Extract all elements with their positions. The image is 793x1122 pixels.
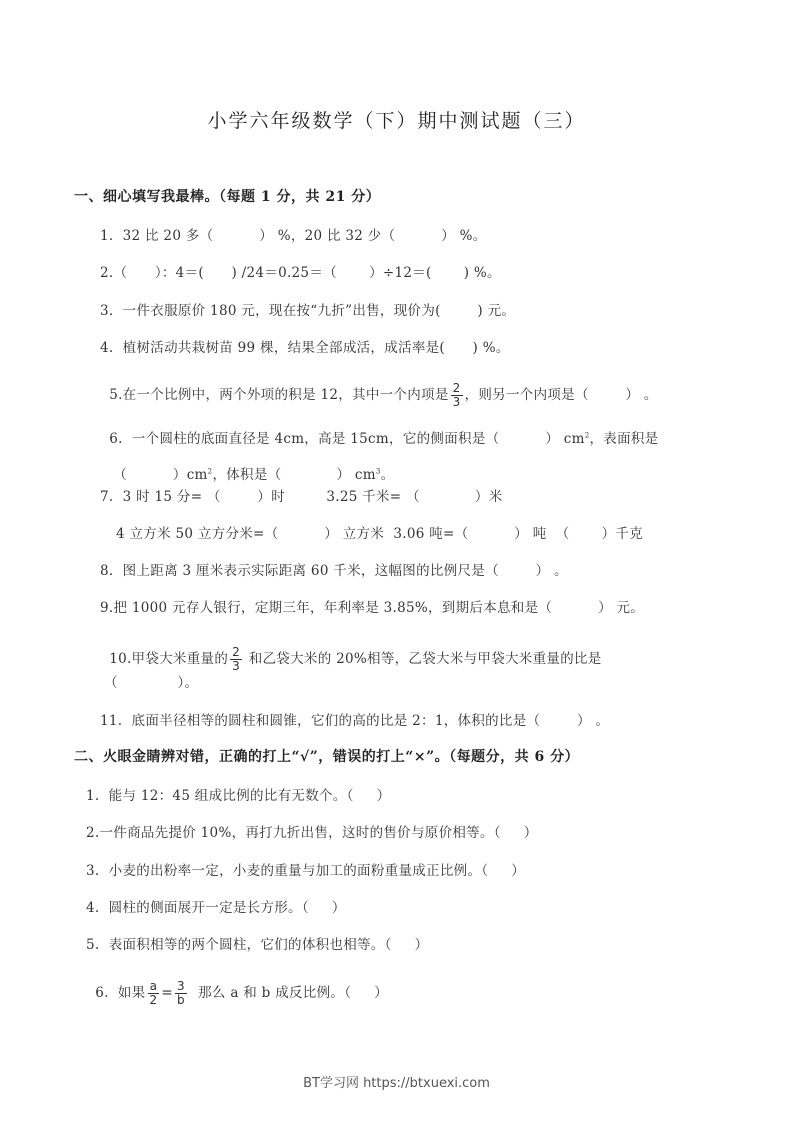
question-2-6: 6. 如果 $\frac{a}{2}$ = $\frac{3}{b}$ 那么 a 和 b 成反比例。（ ）: [95, 979, 388, 1007]
fraction: $\frac{3}{b}$: [177, 979, 185, 1007]
question-1-3: 3. 一件衣服原价 180 元，现在按“九折”出售，现价为( ) 元。: [100, 303, 516, 319]
fraction: $\frac{2}{3}$: [452, 381, 461, 409]
question-text: 5.在一个比例中，两个外项的积是 12，其中一个内项是: [109, 387, 449, 403]
question-text: ，则另一个内项是（ ） 。: [464, 387, 658, 403]
question-1-7-line1: 7. 3 时 15 分= （ ）时 3.25 千米= （ ）米: [100, 489, 503, 505]
question-2-2: 2.一件商品先提价 10%，再打九折出售，这时的售价与原价相等。（ ）: [86, 825, 538, 841]
question-1-1: 1. 32 比 20 多（ ） %，20 比 32 少（ ） %。: [100, 228, 487, 244]
question-1-8: 8. 图上距离 3 厘米表示实际距离 60 千米，这幅图的比例尺是（ ） 。: [100, 563, 568, 579]
question-2-3: 3. 小麦的出粉率一定，小麦的重量与加工的面粉重量成正比例。（ ）: [86, 863, 526, 879]
fraction: $\frac{a}{2}$: [149, 979, 158, 1007]
question-1-6-line2: （ ）$cm^2$，体积是（ ） $cm^3$。: [113, 467, 395, 483]
fraction: $\frac{2}{3}$: [232, 645, 241, 673]
question-2-5: 5. 表面积相等的两个圆柱，它们的体积也相等。（ ）: [86, 937, 429, 953]
question-1-5: [100, 366, 658, 409]
question-1-2: 2.（ ）：4＝( ) /24＝0.25＝（ ）÷12＝( ) %。: [100, 265, 501, 281]
question-1-7-line2: 4 立方米 50 立方分米=（ ） 立方米 3.06 吨=（ ） 吨 （ ）千克: [116, 526, 644, 542]
question-2-4: 4. 圆柱的侧面展开一定是长方形。（ ）: [86, 900, 346, 916]
question-1-9: 9.把 1000 元存人银行，定期三年，年利率是 3.85%，到期后本息和是（ ） 元。: [100, 600, 645, 616]
question-1-11: 11. 底面半径相等的圆柱和圆锥，它们的高的比是 2：1，体积的比是（ ） 。: [100, 713, 610, 729]
section-1-heading: 一、细心填写我最棒。（每题 1 分，共 21 分）: [74, 189, 381, 205]
section-2-heading: 二、火眼金睛辨对错，正确的打上“√”，错误的打上“×”。（每题分，共 6 分）: [74, 749, 580, 765]
question-2-1: 1. 能与 12：45 组成比例的比有无数个。（ ）: [86, 788, 391, 804]
question-1-4: 4. 植树活动共栽树苗 99 棵，结果全部成活，成活率是( ) %。: [100, 340, 510, 356]
question-1-10-line1: 10.甲袋大米重量的 $\frac{2}{3}$ 和乙袋大米的 20%相等，乙袋大米与甲袋大米重量的比是: [109, 645, 602, 673]
page-title: 小学六年级数学（下）期中测试题（三）: [207, 110, 586, 132]
question-1-10-line2: （ ）。: [104, 675, 199, 691]
footer-watermark: BT学习网 https://btxuexi.com: [303, 1076, 490, 1091]
question-1-6-line1: 6. 一个圆柱的底面直径是 4cm，高是 15cm，它的侧面积是（ ） $cm^2$，表面积是: [109, 431, 659, 447]
